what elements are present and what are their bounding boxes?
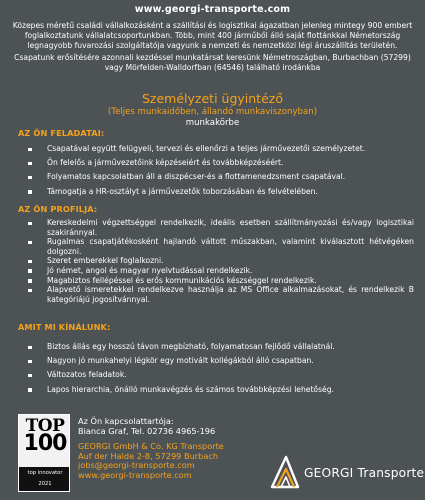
- intro-text: [6, 21, 419, 73]
- list-item: Folyamatos kapcsolatban áll a diszpécser-és a flottamenedzsment csapatával.: [28, 172, 408, 182]
- company-address: Auf der Halde 2-8, 57299 Burbach: [78, 450, 219, 461]
- georgi-logo: [268, 453, 424, 495]
- offer-heading: AMIT MI KÍNÁLUNK:: [18, 322, 111, 332]
- website-header: www.georgi-transporte.com: [134, 4, 291, 15]
- job-subtitle: (Teljes munkaidőben, állandó munkaviszonyban): [107, 107, 318, 117]
- list-item: Rugalmas csapatjátékosként hajlandó váltott műszakban, valamint kiválasztott hétvégéken dolgozni.: [28, 237, 414, 256]
- list-item: Kereskedelmi végzettséggel rendelkezik, ideális esetben szállítmányozási és/vagy logisztikai szakiránnyal.: [28, 218, 414, 237]
- company-name: GEORGI GmbH & Co. KG Transporte: [78, 441, 224, 452]
- tasks-list: [28, 144, 408, 201]
- badge-year: 2021: [38, 481, 52, 487]
- intro-paragraph-1: Közepes méretű családi vállalkozásként a szállítási és logisztikai ágazatban jelenleg mintegy 900 embert foglalkoztatunk vállalatcsoportunkban. Több, mint 400 járműből álló saját flottánkkal Németország legnagyobb fuvarozási szolgáltatója vagyunk a nemzeti és nemzetközi légi áruszállítás területén.: [12, 21, 413, 50]
- badge-top-word: TOP: [25, 416, 65, 436]
- logo-text: GEORGI Transporte: [304, 466, 425, 480]
- tasks-heading: AZ ÖN FELADATAI:: [18, 128, 105, 138]
- list-item: Csapatával együtt felügyeli, tervezi és ellenőrzi a teljes járművezetői személyzetet.: [28, 144, 408, 154]
- profile-heading: AZ ÖN PROFILJA:: [18, 204, 98, 214]
- top100-badge: [18, 414, 70, 492]
- list-item: Ön felelős a járművezetőink képzéseiért és továbbképzéséért.: [28, 158, 408, 168]
- website-link[interactable]: www.georgi-transporte.com: [78, 469, 192, 480]
- list-item: Változatos feladatok.: [28, 370, 408, 380]
- offer-list: [28, 342, 408, 399]
- list-item: Szeret emberekkel foglalkozni.: [28, 256, 414, 266]
- list-item: Jó német, angol és magyar nyelvtudással rendelkezik.: [28, 266, 414, 276]
- job-title: Személyzeti ügyintéző: [142, 91, 283, 106]
- job-location-word: munkakörbe: [185, 118, 240, 128]
- contact-email-link[interactable]: jobs@georgi-transporte.com: [78, 460, 195, 471]
- list-item: Lapos hierarchia, önálló munkavégzés és számos továbbképzési lehetőség.: [28, 385, 408, 395]
- badge-label: top innovator: [27, 470, 63, 476]
- contact-heading: Az Ön kapcsolattartója:: [78, 416, 174, 426]
- logo-mark-icon: [268, 453, 304, 495]
- list-item: Támogatja a HR-osztályt a járművezetők toborzásában és felvételében.: [28, 187, 408, 197]
- list-item: Nagyon jó munkahelyi légkör egy motivált kollégákból álló csapatban.: [28, 356, 408, 366]
- contact-name-phone: Bianca Graf, Tel. 02736 4965-196: [78, 425, 216, 436]
- footer: [0, 408, 425, 500]
- list-item: Biztos állás egy hosszú távon megbízható, folyamatosan fejlődő vállalatnál.: [28, 342, 408, 352]
- intro-paragraph-2: Csapatunk erősítésére azonnali kezdéssel munkatársat keresünk Németroszágban, Burbachban (57299) vagy Mörfelden-Walldorfban (64546) található irodánkba: [14, 53, 411, 73]
- list-item: Magabiztos fellépéssel és erős kommunikációs készséggel rendelkezik.: [28, 276, 414, 286]
- list-item: Alapvető ismeretekkel rendelkezve használja az MS Office alkalmazásokat, és rendelkezik B kategóriájú jogosítvánnyal.: [28, 285, 414, 304]
- badge-number: 100: [23, 431, 67, 456]
- contact-block: [78, 417, 278, 481]
- profile-list: [28, 218, 414, 304]
